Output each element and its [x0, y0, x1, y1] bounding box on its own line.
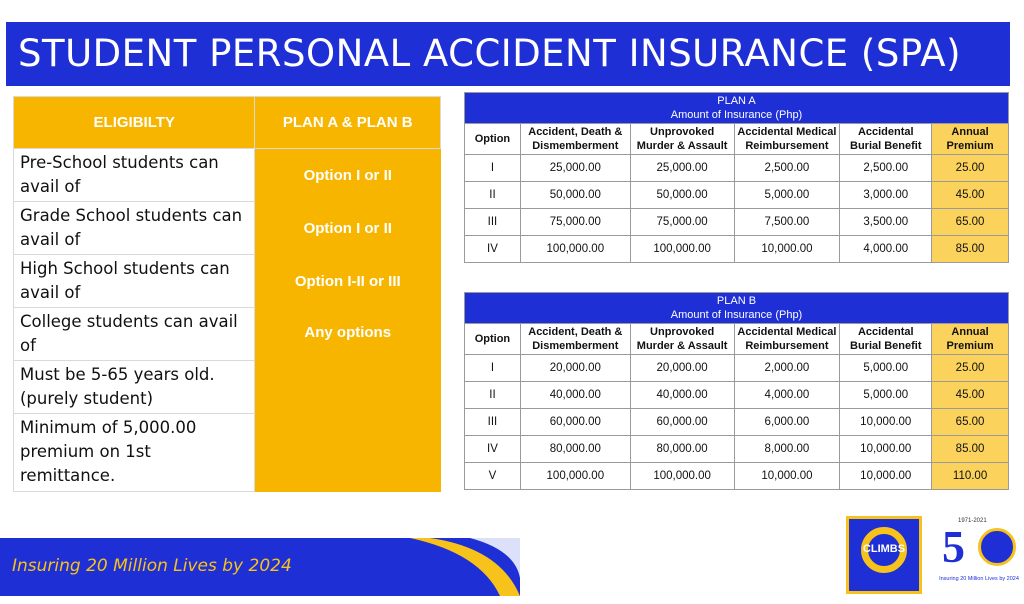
table-cell: 5,000.00	[840, 355, 932, 382]
table-row	[14, 255, 441, 308]
table-cell: 100,000.00	[630, 463, 734, 490]
table-cell: 100,000.00	[520, 236, 630, 263]
table-cell: 80,000.00	[630, 436, 734, 463]
premium-cell: 65.00	[932, 209, 1009, 236]
table-row	[14, 414, 441, 492]
table-cell: 8,000.00	[734, 436, 840, 463]
table-cell: 2,500.00	[840, 155, 932, 182]
option-cell: I	[465, 155, 521, 182]
option-cell: I	[465, 355, 521, 382]
eligibility-plan: Option I or II	[255, 149, 441, 202]
table-cell: 40,000.00	[520, 382, 630, 409]
table-cell: 4,000.00	[840, 236, 932, 263]
option-cell: IV	[465, 436, 521, 463]
table-row	[14, 202, 441, 255]
column-header: Accidental Medical Reimbursement	[734, 324, 840, 355]
premium-cell: 65.00	[932, 409, 1009, 436]
table-cell: 20,000.00	[520, 355, 630, 382]
column-header: Accidental Medical Reimbursement	[734, 124, 840, 155]
column-header: Accident, Death & Dismemberment	[520, 324, 630, 355]
table-row	[465, 409, 1009, 436]
table-cell: 5,000.00	[840, 382, 932, 409]
table-row	[465, 436, 1009, 463]
premium-cell: 85.00	[932, 436, 1009, 463]
table-cell: 50,000.00	[520, 182, 630, 209]
plan-b-title-row	[465, 293, 1009, 324]
column-header: Annual Premium	[932, 124, 1009, 155]
table-row	[465, 382, 1009, 409]
anniversary-tagline: Insuring 20 Million Lives by 2024	[939, 576, 1019, 582]
table-cell: 5,000.00	[734, 182, 840, 209]
eligibility-criterion: High School students can avail of	[14, 255, 255, 308]
table-row	[465, 209, 1009, 236]
eligibility-header: ELIGIBILTY	[14, 97, 255, 149]
table-cell: 10,000.00	[840, 409, 932, 436]
column-header: Unprovoked Murder & Assault	[630, 124, 734, 155]
table-cell: 20,000.00	[630, 355, 734, 382]
eligibility-plan: Option I or II	[255, 202, 441, 255]
eligibility-plan	[255, 414, 441, 492]
table-cell: 25,000.00	[520, 155, 630, 182]
plan-header: PLAN A & PLAN B	[255, 97, 441, 149]
eligibility-header-row	[14, 97, 441, 149]
page-title: STUDENT PERSONAL ACCIDENT INSURANCE (SPA)	[6, 22, 1010, 86]
plan-a-title-text: PLAN A	[717, 95, 756, 107]
column-header: Option	[465, 324, 521, 355]
eligibility-criterion: Minimum of 5,000.00 premium on 1st remittance.	[14, 414, 255, 492]
table-cell: 3,000.00	[840, 182, 932, 209]
table-row	[465, 182, 1009, 209]
anniversary-number: 5	[942, 521, 965, 572]
eligibility-criterion: College students can avail of	[14, 308, 255, 361]
plan-a-title	[465, 93, 1009, 124]
option-cell: II	[465, 182, 521, 209]
50th-anniversary-logo	[938, 516, 1020, 594]
plan-b-title	[465, 293, 1009, 324]
table-cell: 7,500.00	[734, 209, 840, 236]
premium-cell: 45.00	[932, 382, 1009, 409]
column-header: Accidental Burial Benefit	[840, 124, 932, 155]
climbs-logo-text: CLIMBS	[862, 543, 906, 555]
table-cell: 80,000.00	[520, 436, 630, 463]
plan-b-title-text: PLAN B	[716, 295, 757, 307]
table-cell: 60,000.00	[520, 409, 630, 436]
table-row	[465, 155, 1009, 182]
premium-cell: 25.00	[932, 155, 1009, 182]
table-cell: 2,500.00	[734, 155, 840, 182]
premium-cell: 45.00	[932, 182, 1009, 209]
table-row	[465, 463, 1009, 490]
column-header: Annual Premium	[932, 324, 1009, 355]
eligibility-plan: Any options	[255, 308, 441, 361]
table-row	[14, 361, 441, 414]
table-cell: 10,000.00	[734, 236, 840, 263]
premium-cell: 25.00	[932, 355, 1009, 382]
table-cell: 50,000.00	[630, 182, 734, 209]
table-cell: 75,000.00	[630, 209, 734, 236]
table-cell: 25,000.00	[630, 155, 734, 182]
table-cell: 10,000.00	[840, 436, 932, 463]
table-row	[465, 355, 1009, 382]
plan-a-column-header-row	[465, 124, 1009, 155]
option-cell: V	[465, 463, 521, 490]
table-row	[465, 236, 1009, 263]
table-cell: 2,000.00	[734, 355, 840, 382]
table-cell: 10,000.00	[840, 463, 932, 490]
column-header: Unprovoked Murder & Assault	[630, 324, 734, 355]
anniversary-circle-icon	[978, 528, 1016, 566]
eligibility-criterion: Pre-School students can avail of	[14, 149, 255, 202]
table-cell: 100,000.00	[520, 463, 630, 490]
eligibility-plan: Option I-II or III	[255, 255, 441, 308]
premium-cell: 110.00	[932, 463, 1009, 490]
table-cell: 100,000.00	[630, 236, 734, 263]
footer-tagline: Insuring 20 Million Lives by 2024	[12, 556, 292, 576]
column-header: Accidental Burial Benefit	[840, 324, 932, 355]
option-cell: III	[465, 409, 521, 436]
option-cell: II	[465, 382, 521, 409]
premium-cell: 85.00	[932, 236, 1009, 263]
eligibility-table	[13, 96, 441, 492]
table-cell: 10,000.00	[734, 463, 840, 490]
anniversary-years: 1971-2021	[958, 518, 987, 524]
table-row	[14, 308, 441, 361]
table-cell: 6,000.00	[734, 409, 840, 436]
option-cell: III	[465, 209, 521, 236]
plan-b-table	[464, 292, 1009, 490]
eligibility-plan	[255, 361, 441, 414]
eligibility-criterion: Must be 5-65 years old. (purely student)	[14, 361, 255, 414]
table-cell: 75,000.00	[520, 209, 630, 236]
plan-a-title-row	[465, 93, 1009, 124]
column-header: Option	[465, 124, 521, 155]
table-cell: 60,000.00	[630, 409, 734, 436]
plan-b-subtitle: Amount of Insurance (Php)	[670, 309, 803, 321]
option-cell: IV	[465, 236, 521, 263]
table-cell: 40,000.00	[630, 382, 734, 409]
plan-a-table	[464, 92, 1009, 263]
column-header: Accident, Death & Dismemberment	[520, 124, 630, 155]
climbs-logo	[846, 516, 922, 594]
table-cell: 3,500.00	[840, 209, 932, 236]
plan-a-subtitle: Amount of Insurance (Php)	[670, 109, 803, 121]
table-row	[14, 149, 441, 202]
eligibility-criterion: Grade School students can avail of	[14, 202, 255, 255]
plan-b-column-header-row	[465, 324, 1009, 355]
table-cell: 4,000.00	[734, 382, 840, 409]
